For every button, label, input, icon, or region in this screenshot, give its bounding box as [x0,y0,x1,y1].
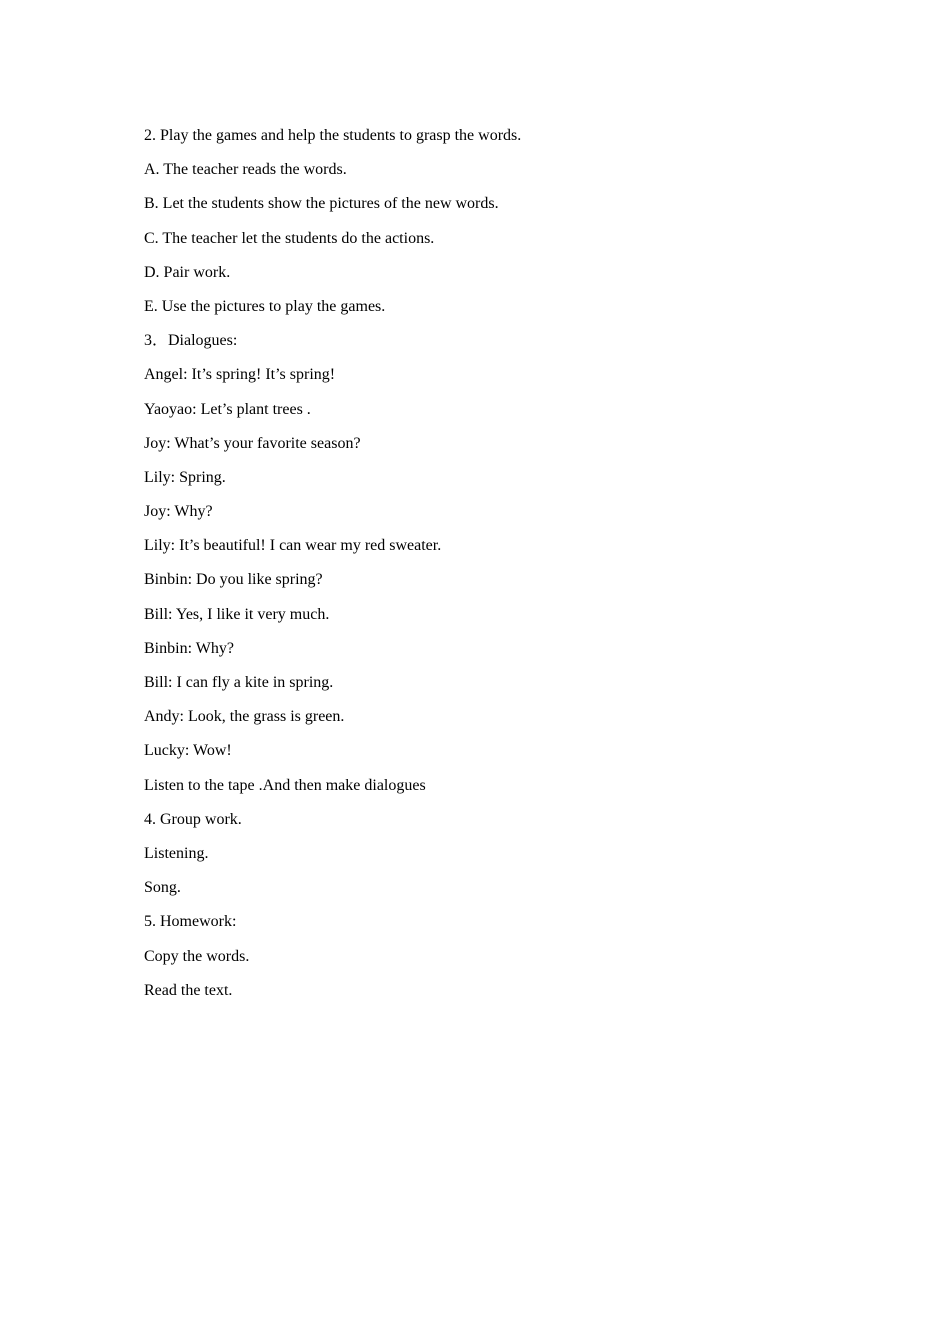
listening-line: Listening. [144,844,209,862]
dialogue-line: Angel: It’s spring! It’s spring! [144,366,336,384]
dialogue-line: Joy: What’s your favorite season? [144,434,361,452]
song-line: Song. [144,879,181,897]
step-3-dialogues-heading: 3．Dialogues: [144,332,238,350]
dialogue-line: Bill: Yes, I like it very much. [144,605,330,623]
dialogue-instruction: Listen to the tape .And then make dialogues [144,776,426,794]
step-2-games: 2. Play the games and help the students to grasp the words. [144,127,522,144]
step-2-item-b: B. Let the students show the pictures of the new words. [144,195,499,213]
step-2-item-d: D. Pair work. [144,263,231,281]
dialogue-line: Lucky: Wow! [144,742,232,760]
document-body [144,125,844,1014]
dialogue-line: Lily: Spring. [144,468,226,486]
homework-item: Read the text. [144,981,233,999]
dialogue-line: Andy: Look, the grass is green. [144,708,345,726]
step-2-item-c: C. The teacher let the students do the actions. [144,229,435,247]
dialogue-line: Binbin: Why? [144,639,234,657]
step-5-homework-heading: 5. Homework: [144,913,237,931]
dialogue-line: Bill: I can fly a kite in spring. [144,674,334,691]
dialogue-line: Lily: It’s beautiful! I can wear my red sweater. [144,537,442,555]
homework-item: Copy the words. [144,947,250,965]
step-2-item-e: E. Use the pictures to play the games. [144,297,386,315]
dialogue-line: Yaoyao: Let’s plant trees . [144,400,311,418]
dialogue-line: Binbin: Do you like spring? [144,571,323,589]
step-2-item-a: A. The teacher reads the words. [144,161,347,179]
step-4-group-work: 4. Group work. [144,810,242,828]
dialogue-line: Joy: Why? [144,503,213,521]
